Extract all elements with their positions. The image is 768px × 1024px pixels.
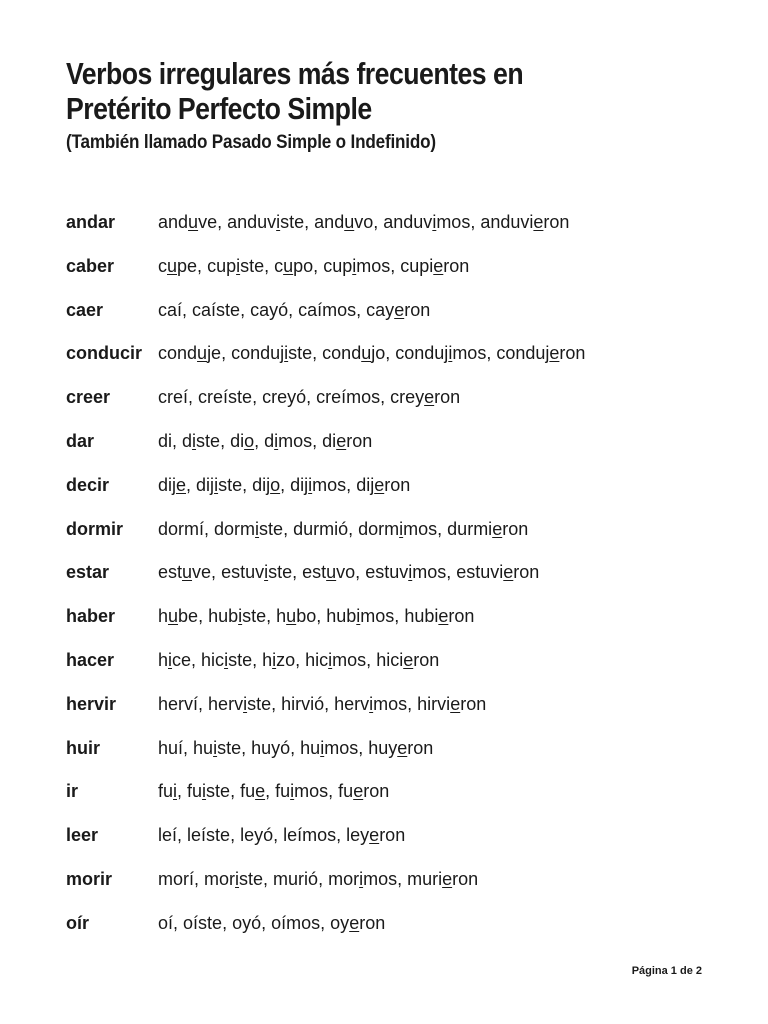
conjugation-form: fueron bbox=[338, 781, 390, 802]
conjugation-form: diste bbox=[182, 431, 221, 451]
conjugation-form: estuviste bbox=[221, 562, 293, 583]
stressed-letter: i bbox=[359, 869, 364, 889]
conjugation-form: leyeron bbox=[346, 825, 406, 846]
conjugation-form: herví bbox=[158, 693, 199, 714]
stressed-letter: i bbox=[238, 606, 243, 627]
conjugation-form: oíste bbox=[183, 912, 223, 933]
verb-infinitive: haber bbox=[66, 606, 116, 627]
verb-conjugations: leí, leíste, leyó, leímos, leyeron bbox=[158, 825, 406, 846]
stressed-letter: u bbox=[344, 212, 355, 232]
conjugation-form: cayó bbox=[250, 299, 289, 320]
stressed-letter: e bbox=[438, 606, 449, 627]
conjugation-form: leímos bbox=[283, 825, 337, 846]
conjugation-form: hiciste bbox=[201, 650, 253, 670]
verb-conjugations: fui, fuiste, fue, fuimos, fueron bbox=[158, 781, 390, 802]
stressed-letter: i bbox=[356, 606, 361, 627]
verb-row bbox=[0, 382, 768, 412]
stressed-letter: i bbox=[274, 431, 279, 451]
stressed-letter: e bbox=[394, 299, 405, 320]
conjugation-form: estuvimos bbox=[365, 562, 447, 583]
conjugation-form: leí bbox=[158, 825, 178, 846]
conjugation-form: condujeron bbox=[496, 343, 586, 364]
conjugation-form: dije bbox=[158, 474, 187, 495]
verb-row bbox=[0, 251, 768, 281]
stressed-letter: e bbox=[369, 825, 380, 846]
conjugation-form: hicimos bbox=[305, 650, 367, 670]
stressed-letter: i bbox=[352, 255, 357, 276]
stressed-letter: e bbox=[255, 781, 266, 802]
conjugation-form: hube bbox=[158, 606, 199, 627]
conjugation-form: fue bbox=[240, 781, 266, 802]
page-number: Página 1 de 2 bbox=[631, 965, 702, 977]
conjugation-form: dimos bbox=[264, 431, 313, 451]
stressed-letter: i bbox=[235, 869, 240, 889]
conjugation-form: durmieron bbox=[447, 518, 529, 539]
conjugation-form: cupe bbox=[158, 255, 198, 276]
stressed-letter: e bbox=[176, 474, 187, 495]
stressed-letter: e bbox=[503, 562, 514, 583]
stressed-letter: i bbox=[213, 737, 218, 758]
verb-infinitive: decir bbox=[66, 474, 110, 495]
stressed-letter: i bbox=[448, 343, 453, 364]
stressed-letter: e bbox=[549, 343, 560, 364]
conjugation-form: creíste bbox=[198, 387, 253, 408]
stressed-letter: e bbox=[424, 387, 435, 408]
conjugation-form: morí bbox=[158, 869, 194, 889]
verb-conjugations: conduje, condujiste, condujo, condujimos, condujeron bbox=[158, 343, 586, 364]
conjugation-form: di bbox=[158, 431, 173, 451]
conjugation-form: oyó bbox=[232, 912, 262, 933]
verb-conjugations: creí, creíste, creyó, creímos, creyeron bbox=[158, 387, 461, 408]
conjugation-form: huyeron bbox=[368, 737, 434, 758]
conjugation-form: huí bbox=[158, 737, 184, 758]
conjugation-form: anduvimos bbox=[383, 212, 471, 232]
verb-infinitive: caber bbox=[66, 255, 115, 276]
stressed-letter: u bbox=[286, 606, 297, 627]
stressed-letter: u bbox=[188, 212, 199, 232]
conjugation-form: dormí bbox=[158, 518, 205, 539]
stressed-letter: i bbox=[276, 212, 281, 232]
conjugation-form: anduviste bbox=[227, 212, 305, 232]
verb-conjugations: caí, caíste, cayó, caímos, cayeron bbox=[158, 299, 431, 320]
conjugation-form: fuimos bbox=[275, 781, 329, 802]
stressed-letter: i bbox=[202, 781, 207, 802]
conjugation-form: hervimos bbox=[334, 693, 408, 714]
stressed-letter: i bbox=[290, 781, 295, 802]
stressed-letter: i bbox=[272, 650, 277, 670]
stressed-letter: i bbox=[224, 650, 229, 670]
verb-conjugations: morí, moriste, murió, morimos, murieron bbox=[158, 869, 479, 889]
verb-row bbox=[0, 645, 768, 675]
conjugation-form: estuve bbox=[158, 562, 212, 583]
conjugation-form: caíste bbox=[192, 299, 241, 320]
conjugation-form: morimos bbox=[328, 869, 398, 889]
conjugation-form: creímos bbox=[316, 387, 381, 408]
verb-row bbox=[0, 426, 768, 456]
page-title bbox=[66, 56, 634, 126]
verb-row bbox=[0, 820, 768, 850]
conjugation-form: huyó bbox=[251, 737, 291, 758]
verb-row bbox=[0, 689, 768, 719]
verb-conjugations: hice, hiciste, hizo, hicimos, hicieron bbox=[158, 650, 440, 670]
conjugation-form: murieron bbox=[407, 869, 479, 889]
conjugation-form: hubimos bbox=[326, 606, 395, 627]
conjugation-form: dormimos bbox=[358, 518, 438, 539]
stressed-letter: i bbox=[399, 518, 404, 539]
conjugation-form: durmió bbox=[293, 518, 349, 539]
conjugation-form: cayeron bbox=[366, 299, 431, 320]
conjugation-form: leíste bbox=[187, 825, 231, 846]
verb-infinitive: dar bbox=[66, 431, 95, 451]
stressed-letter: e bbox=[374, 474, 385, 495]
conjugation-form: anduvo bbox=[314, 212, 374, 232]
stressed-letter: i bbox=[432, 212, 437, 232]
stressed-letter: i bbox=[320, 737, 325, 758]
stressed-letter: e bbox=[349, 912, 360, 933]
stressed-letter: i bbox=[214, 474, 219, 495]
stressed-letter: e bbox=[492, 518, 503, 539]
verb-infinitive: huir bbox=[66, 737, 100, 758]
stressed-letter: u bbox=[326, 562, 337, 583]
stressed-letter: e bbox=[397, 737, 408, 758]
conjugation-form: moriste bbox=[204, 869, 264, 889]
verb-infinitive: estar bbox=[66, 562, 110, 583]
conjugation-form: estuvieron bbox=[456, 562, 540, 583]
verb-infinitive: morir bbox=[66, 869, 113, 889]
verb-infinitive: hacer bbox=[66, 650, 115, 670]
conjugation-form: oí bbox=[158, 912, 174, 933]
conjugation-form: cupo bbox=[274, 255, 314, 276]
conjugation-form: fuiste bbox=[187, 781, 231, 802]
verb-infinitive: dormir bbox=[66, 518, 124, 539]
verb-infinitive: leer bbox=[66, 825, 99, 846]
conjugation-form: condujimos bbox=[395, 343, 487, 364]
stressed-letter: i bbox=[308, 474, 313, 495]
conjugation-form: hubiste bbox=[208, 606, 267, 627]
verb-infinitive: ir bbox=[66, 781, 79, 802]
conjugation-form: condujo bbox=[322, 343, 386, 364]
conjugation-form: dijiste bbox=[196, 474, 243, 495]
conjugation-form: hubo bbox=[276, 606, 317, 627]
page-subtitle: (También llamado Pasado Simple o Indefinido) bbox=[66, 132, 436, 153]
stressed-letter: i bbox=[236, 255, 241, 276]
conjugation-form: anduvieron bbox=[480, 212, 570, 232]
conjugation-form: dormiste bbox=[214, 518, 284, 539]
stressed-letter: e bbox=[353, 781, 364, 802]
verb-conjugations: dije, dijiste, dijo, dijimos, dijeron bbox=[158, 474, 411, 495]
stressed-letter: e bbox=[442, 869, 453, 889]
conjugation-form: conduje bbox=[158, 343, 222, 364]
verb-infinitive: caer bbox=[66, 299, 104, 320]
conjugation-form: hicieron bbox=[376, 650, 440, 670]
title-line-1: Verbos irregulares más frecuentes en bbox=[66, 56, 524, 91]
stressed-letter: i bbox=[328, 650, 333, 670]
conjugation-form: oímos bbox=[271, 912, 321, 933]
verb-row bbox=[0, 733, 768, 763]
stressed-letter: i bbox=[192, 431, 197, 451]
conjugation-form: huiste bbox=[193, 737, 242, 758]
stressed-letter: e bbox=[433, 255, 444, 276]
conjugation-form: creyeron bbox=[390, 387, 461, 408]
stressed-letter: e bbox=[450, 693, 461, 714]
stressed-letter: u bbox=[361, 343, 372, 364]
conjugation-form: caí bbox=[158, 299, 183, 320]
conjugation-form: hice bbox=[158, 650, 192, 670]
conjugation-form: hizo bbox=[262, 650, 296, 670]
conjugation-form: herviste bbox=[208, 693, 272, 714]
stressed-letter: o bbox=[244, 431, 255, 451]
verb-conjugations: estuve, estuviste, estuvo, estuvimos, estuvieron bbox=[158, 562, 540, 583]
conjugation-form: dio bbox=[230, 431, 255, 451]
conjugation-form: murió bbox=[273, 869, 319, 889]
verb-conjugations: herví, herviste, hirvió, hervimos, hirvieron bbox=[158, 693, 487, 714]
stressed-letter: e bbox=[533, 212, 544, 232]
verb-row bbox=[0, 908, 768, 938]
stressed-letter: u bbox=[197, 343, 208, 364]
stressed-letter: u bbox=[283, 255, 294, 276]
stressed-letter: i bbox=[369, 693, 374, 714]
stressed-letter: u bbox=[167, 255, 178, 276]
verb-conjugations: hube, hubiste, hubo, hubimos, hubieron bbox=[158, 606, 475, 627]
title-line-2: Pretérito Perfecto Simple bbox=[66, 91, 372, 126]
conjugation-form: hirvió bbox=[281, 693, 325, 714]
conjugation-form: leyó bbox=[240, 825, 274, 846]
conjugation-form: huimos bbox=[300, 737, 359, 758]
verb-row bbox=[0, 601, 768, 631]
stressed-letter: u bbox=[168, 606, 179, 627]
conjugation-form: estuvo bbox=[302, 562, 356, 583]
verb-row bbox=[0, 864, 768, 894]
conjugation-form: creyó bbox=[262, 387, 307, 408]
stressed-letter: i bbox=[284, 343, 289, 364]
stressed-letter: i bbox=[255, 518, 260, 539]
conjugation-form: caímos bbox=[298, 299, 357, 320]
conjugation-form: condujiste bbox=[231, 343, 313, 364]
stressed-letter: i bbox=[243, 693, 248, 714]
verb-infinitive: creer bbox=[66, 387, 111, 408]
stressed-letter: i bbox=[264, 562, 269, 583]
verb-row bbox=[0, 295, 768, 325]
conjugation-form: cupieron bbox=[400, 255, 470, 276]
verb-conjugations: di, diste, dio, dimos, dieron bbox=[158, 431, 373, 451]
verb-conjugations: dormí, dormiste, durmió, dormimos, durmieron bbox=[158, 518, 529, 539]
conjugation-form: dieron bbox=[322, 431, 373, 451]
conjugation-form: creí bbox=[158, 387, 189, 408]
verb-row bbox=[0, 207, 768, 237]
stressed-letter: i bbox=[408, 562, 413, 583]
verb-row bbox=[0, 514, 768, 544]
conjugation-form: oyeron bbox=[330, 912, 386, 933]
stressed-letter: e bbox=[403, 650, 414, 670]
verb-row bbox=[0, 776, 768, 806]
verb-infinitive: conducir bbox=[66, 343, 143, 364]
verb-row bbox=[0, 557, 768, 587]
stressed-letter: o bbox=[270, 474, 281, 495]
stressed-letter: e bbox=[336, 431, 347, 451]
stressed-letter: i bbox=[173, 781, 178, 802]
conjugation-form: cupiste bbox=[207, 255, 265, 276]
verb-infinitive: andar bbox=[66, 212, 116, 232]
conjugation-form: cupimos bbox=[323, 255, 391, 276]
stressed-letter: i bbox=[168, 650, 173, 670]
verb-row bbox=[0, 470, 768, 500]
conjugation-form: hubieron bbox=[404, 606, 475, 627]
verb-infinitive: hervir bbox=[66, 693, 117, 714]
verb-infinitive: oír bbox=[66, 912, 90, 933]
conjugation-form: dijeron bbox=[356, 474, 411, 495]
stressed-letter: u bbox=[182, 562, 193, 583]
conjugation-form: dijo bbox=[252, 474, 281, 495]
verb-conjugations: oí, oíste, oyó, oímos, oyeron bbox=[158, 912, 386, 933]
verb-conjugations: huí, huiste, huyó, huimos, huyeron bbox=[158, 737, 434, 758]
conjugation-form: fui bbox=[158, 781, 178, 802]
verb-conjugations: anduve, anduviste, anduvo, anduvimos, anduvieron bbox=[158, 212, 570, 232]
conjugation-form: anduve bbox=[158, 212, 218, 232]
verb-conjugations: cupe, cupiste, cupo, cupimos, cupieron bbox=[158, 255, 470, 276]
conjugation-form: hirvieron bbox=[417, 693, 487, 714]
verb-row bbox=[0, 338, 768, 368]
conjugation-form: dijimos bbox=[290, 474, 347, 495]
